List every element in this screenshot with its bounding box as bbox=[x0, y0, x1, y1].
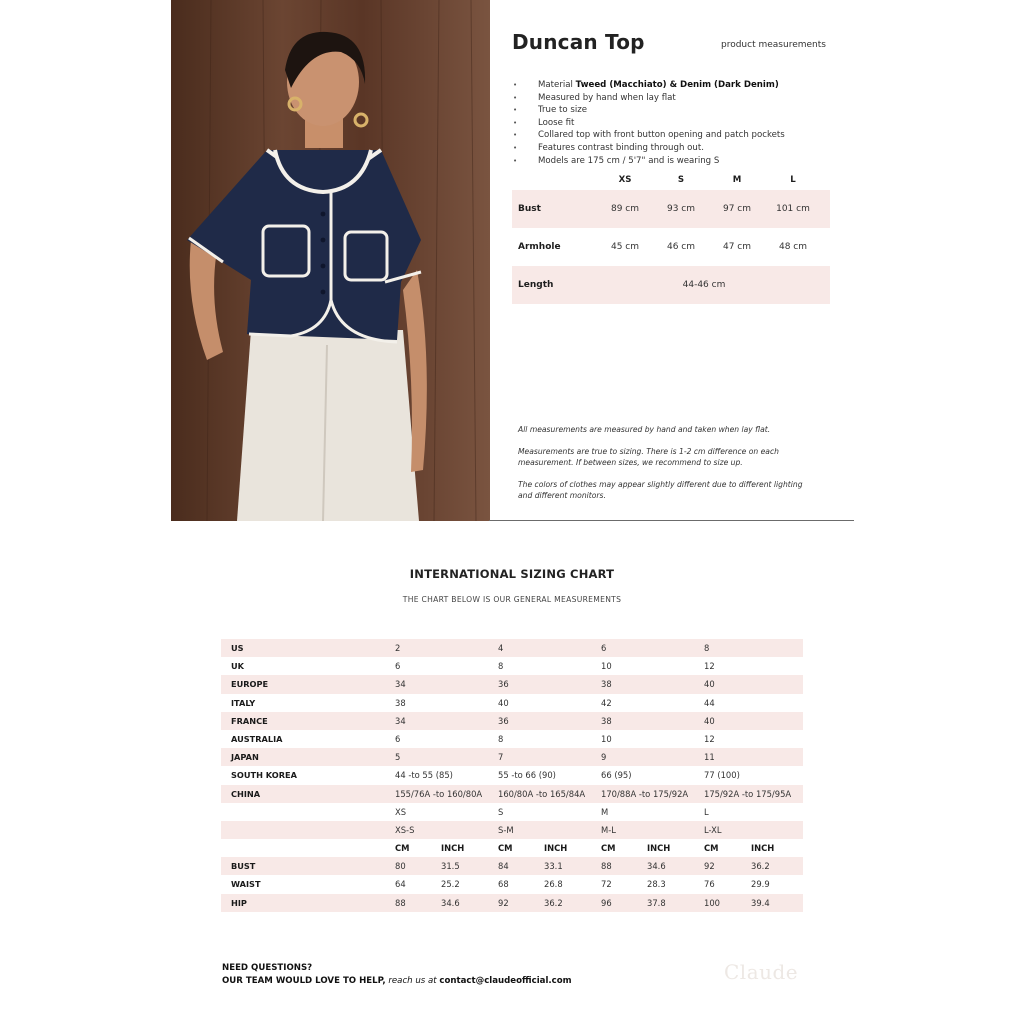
measure-value: 93 cm bbox=[666, 204, 696, 214]
size-header: S bbox=[677, 175, 685, 185]
size-cell: 88 bbox=[601, 861, 612, 872]
size-cell: 36.2 bbox=[751, 861, 770, 872]
row-label: JAPAN bbox=[231, 752, 259, 763]
unit-header: INCH bbox=[441, 843, 465, 854]
size-header-row bbox=[512, 172, 830, 190]
size-cell: 44 -to 55 (85) bbox=[395, 770, 453, 781]
note: All measurements are measured by hand and taken when lay flat. bbox=[518, 425, 771, 434]
size-cell: 12 bbox=[704, 733, 715, 744]
size-row-japan bbox=[221, 748, 803, 766]
size-cell: 37.8 bbox=[647, 897, 666, 908]
size-cell: 5 bbox=[395, 752, 401, 763]
size-cell: 42 bbox=[601, 697, 612, 708]
unit-header: INCH bbox=[647, 843, 671, 854]
size-row-south-korea bbox=[221, 766, 803, 784]
product-details-list bbox=[512, 79, 785, 167]
unit-header: INCH bbox=[751, 843, 775, 854]
size-cell: 80 bbox=[395, 861, 406, 872]
size-row-australia bbox=[221, 730, 803, 748]
row-label: EUROPE bbox=[231, 679, 269, 690]
size-cell: 40 bbox=[704, 715, 715, 726]
size-cell: 92 bbox=[704, 861, 715, 872]
size-cell: 44 bbox=[704, 697, 715, 708]
detail-item: • Measured by hand when lay flat bbox=[512, 92, 785, 105]
size-cell: 155/76A -to 160/80A bbox=[395, 788, 483, 799]
measure-value: 89 cm bbox=[610, 204, 640, 214]
size-cell: 10 bbox=[601, 661, 612, 672]
size-cell: 36 bbox=[498, 679, 509, 690]
size-cell: L-XL bbox=[704, 824, 722, 835]
size-cell: L bbox=[704, 806, 709, 817]
size-row-hip bbox=[221, 894, 803, 912]
detail-item: • True to size bbox=[512, 104, 785, 117]
size-cell: 88 bbox=[395, 897, 406, 908]
product-measurement-table bbox=[512, 172, 830, 304]
size-cell: 96 bbox=[601, 897, 612, 908]
size-cell: 8 bbox=[704, 643, 710, 653]
size-cell: 10 bbox=[601, 733, 612, 744]
size-header: L bbox=[790, 175, 796, 185]
size-row-uk bbox=[221, 657, 803, 675]
size-cell: 38 bbox=[601, 715, 612, 726]
unit-header: INCH bbox=[544, 843, 568, 854]
size-cell: 25.2 bbox=[441, 879, 460, 890]
size-cell: 29.9 bbox=[751, 879, 770, 890]
armhole-row bbox=[512, 228, 830, 266]
row-label: HIP bbox=[231, 897, 247, 908]
detail-item: • Models are 175 cm / 5'7" and is wearing S bbox=[512, 155, 785, 168]
detail-item: • Material Tweed (Macchiato) & Denim (Dark Denim) bbox=[512, 79, 785, 92]
intl-chart-title: INTERNATIONAL SIZING CHART bbox=[409, 567, 615, 581]
size-cell: 34 bbox=[395, 679, 406, 690]
row-label: ITALY bbox=[231, 697, 256, 708]
row-label: Length bbox=[518, 280, 554, 290]
size-row bbox=[221, 803, 803, 821]
size-cell: 40 bbox=[498, 697, 509, 708]
size-cell: 64 bbox=[395, 879, 406, 890]
measure-value: 46 cm bbox=[666, 242, 696, 252]
product-subtitle: product measurements bbox=[721, 40, 826, 50]
measure-value: 48 cm bbox=[778, 242, 808, 252]
detail-item: • Collared top with front button opening and patch pockets bbox=[512, 129, 785, 142]
product-title: Duncan Top bbox=[512, 30, 645, 54]
row-label: AUSTRALIA bbox=[231, 733, 283, 744]
row-label: BUST bbox=[231, 861, 256, 872]
note: The colors of clothes may appear slightly different due to different lighting and different monitors. bbox=[518, 480, 803, 500]
note: Measurements are true to sizing. There is 1-2 cm difference on each measurement. If between sizes, we recommend to size up. bbox=[518, 447, 779, 467]
size-cell: 9 bbox=[601, 752, 607, 763]
length-row bbox=[512, 266, 830, 304]
size-cell: 2 bbox=[395, 643, 401, 653]
footer-reach-text: reach us at bbox=[385, 976, 440, 986]
measure-value: 101 cm bbox=[776, 204, 810, 214]
size-cell: 66 (95) bbox=[601, 770, 632, 781]
size-cell: 31.5 bbox=[441, 861, 460, 872]
size-cell: 33.1 bbox=[544, 861, 563, 872]
row-label: UK bbox=[231, 661, 244, 672]
model-photo bbox=[171, 0, 490, 521]
size-row-france bbox=[221, 712, 803, 730]
detail-item: • Loose fit bbox=[512, 117, 785, 130]
measure-value: 44-46 cm bbox=[682, 280, 726, 290]
size-cell: 68 bbox=[498, 879, 509, 890]
size-cell: 34 bbox=[395, 715, 406, 726]
row-label: US bbox=[231, 643, 244, 653]
size-cell: M-L bbox=[601, 824, 616, 835]
intl-chart-subtitle: THE CHART BELOW IS OUR GENERAL MEASUREMENTS bbox=[402, 595, 622, 604]
size-cell: 40 bbox=[704, 679, 715, 690]
size-cell: 8 bbox=[498, 733, 504, 744]
section-divider bbox=[489, 520, 854, 521]
contact-footer bbox=[222, 962, 572, 988]
size-cell: 6 bbox=[601, 643, 607, 653]
measure-value: 97 cm bbox=[722, 204, 752, 214]
size-header: XS bbox=[618, 175, 632, 185]
size-row-china bbox=[221, 785, 803, 803]
size-cell: XS bbox=[395, 806, 407, 817]
unit-header: CM bbox=[498, 843, 513, 854]
size-cell: 8 bbox=[498, 661, 504, 672]
size-cell: 100 bbox=[704, 897, 720, 908]
size-row-bust bbox=[221, 857, 803, 875]
size-cell: S-M bbox=[498, 824, 514, 835]
size-cell: 6 bbox=[395, 661, 401, 672]
size-cell: 84 bbox=[498, 861, 509, 872]
size-cell: 55 -to 66 (90) bbox=[498, 770, 556, 781]
size-row-us bbox=[221, 639, 803, 657]
contact-email-link[interactable]: contact@claudeofficial.com bbox=[439, 976, 572, 986]
size-row bbox=[221, 839, 803, 857]
size-cell: 38 bbox=[601, 679, 612, 690]
size-cell: 28.3 bbox=[647, 879, 666, 890]
brand-logo: Claude bbox=[724, 960, 799, 984]
bust-row bbox=[512, 190, 830, 228]
size-cell: 12 bbox=[704, 661, 715, 672]
row-label: Bust bbox=[518, 204, 541, 214]
size-cell: 170/88A -to 175/92A bbox=[601, 788, 689, 799]
size-row-waist bbox=[221, 875, 803, 893]
row-label: SOUTH KOREA bbox=[231, 770, 297, 781]
size-cell: 36.2 bbox=[544, 897, 563, 908]
unit-header: CM bbox=[395, 843, 410, 854]
size-row-europe bbox=[221, 675, 803, 693]
size-row-italy bbox=[221, 694, 803, 712]
row-label: CHINA bbox=[231, 788, 261, 799]
size-cell: 175/92A -to 175/95A bbox=[704, 788, 792, 799]
size-row bbox=[221, 821, 803, 839]
measure-value: 47 cm bbox=[722, 242, 752, 252]
size-cell: 34.6 bbox=[647, 861, 666, 872]
measure-value: 45 cm bbox=[610, 242, 640, 252]
size-cell: 72 bbox=[601, 879, 612, 890]
size-cell: 34.6 bbox=[441, 897, 460, 908]
unit-header: CM bbox=[704, 843, 719, 854]
size-cell: 92 bbox=[498, 897, 509, 908]
size-cell: 36 bbox=[498, 715, 509, 726]
size-cell: M bbox=[601, 806, 609, 817]
row-label: WAIST bbox=[231, 879, 261, 890]
size-cell: S bbox=[498, 806, 504, 817]
measurement-notes bbox=[518, 424, 818, 512]
size-cell: XS-S bbox=[395, 824, 415, 835]
size-cell: 76 bbox=[704, 879, 715, 890]
intl-sizing-table bbox=[221, 639, 803, 912]
size-cell: 160/80A -to 165/84A bbox=[498, 788, 586, 799]
footer-help-text: OUR TEAM WOULD LOVE TO HELP, bbox=[222, 976, 386, 986]
size-cell: 7 bbox=[498, 752, 504, 763]
unit-header: CM bbox=[601, 843, 616, 854]
size-header: M bbox=[732, 175, 742, 185]
size-cell: 4 bbox=[498, 643, 504, 653]
detail-item: • Features contrast binding through out. bbox=[512, 142, 785, 155]
row-label: FRANCE bbox=[231, 715, 268, 726]
size-cell: 26.8 bbox=[544, 879, 563, 890]
size-cell: 6 bbox=[395, 733, 401, 744]
size-cell: 38 bbox=[395, 697, 406, 708]
size-cell: 39.4 bbox=[751, 897, 770, 908]
footer-heading: NEED QUESTIONS? bbox=[222, 963, 313, 973]
row-label: Armhole bbox=[518, 242, 561, 252]
size-cell: 11 bbox=[704, 752, 715, 763]
size-cell: 77 (100) bbox=[704, 770, 740, 781]
